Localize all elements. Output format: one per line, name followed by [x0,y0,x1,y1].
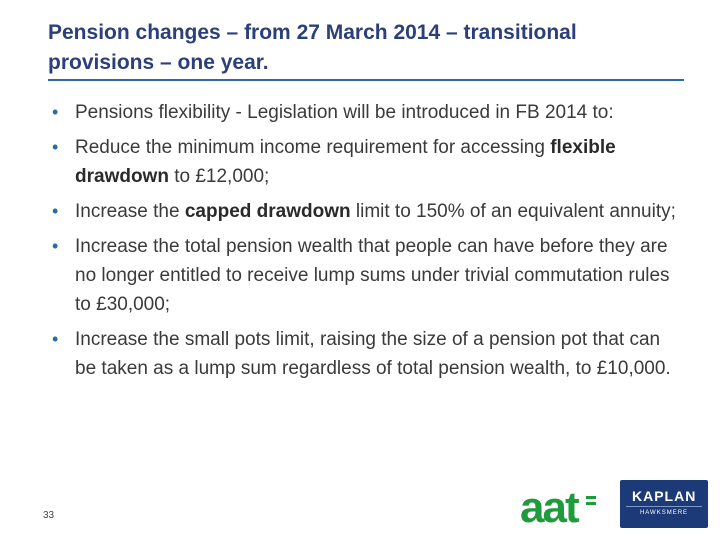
bullet-text: Reduce the minimum income requirement for accessing [75,137,551,158]
bullet-item [48,325,678,383]
bullet-item [48,197,678,226]
bullet-dot-icon: • [52,102,59,122]
bullet-dot-icon: • [52,236,59,256]
slide-title: Pension changes – from 27 March 2014 – transitional provisions – one year. [48,18,684,81]
bullet-list [48,98,678,389]
bullet-text: Pensions flexibility - Legislation will be introduced in FB 2014 to: [75,102,614,123]
bullet-bold-term: capped drawdown [184,201,351,222]
aat-logo-text: aat [520,484,578,528]
aat-logo [520,484,600,528]
kaplan-logo-sub: HAWKSMERE [639,510,689,516]
bullet-dot-icon: • [52,201,59,221]
bullet-item [48,232,678,319]
aat-logo-bar [586,502,596,505]
bullet-text: to £12,000; [168,166,270,187]
kaplan-logo [620,480,708,528]
bullet-bold-term: flexible drawdown [75,137,616,187]
bullet-text: Increase the [75,201,185,222]
bullet-item [48,133,678,191]
bullet-text: Increase the small pots limit, raising the size of a pension pot that can be taken as a lump sum regardless of total pension wealth, to £10,000. [75,329,671,379]
page-number: 33 [43,510,55,521]
bullet-item [48,98,678,127]
bullet-text: limit to 150% of an equivalent annuity; [350,201,676,222]
bullet-text: Increase the total pension wealth that people can have before they are no longer entitled to receive lump sums under trivial commutation rules to £30,000; [75,236,670,315]
aat-logo-bar [586,496,596,499]
bullet-dot-icon: • [52,329,59,349]
kaplan-logo-name: KAPLAN [626,488,702,507]
bullet-dot-icon: • [52,137,59,157]
